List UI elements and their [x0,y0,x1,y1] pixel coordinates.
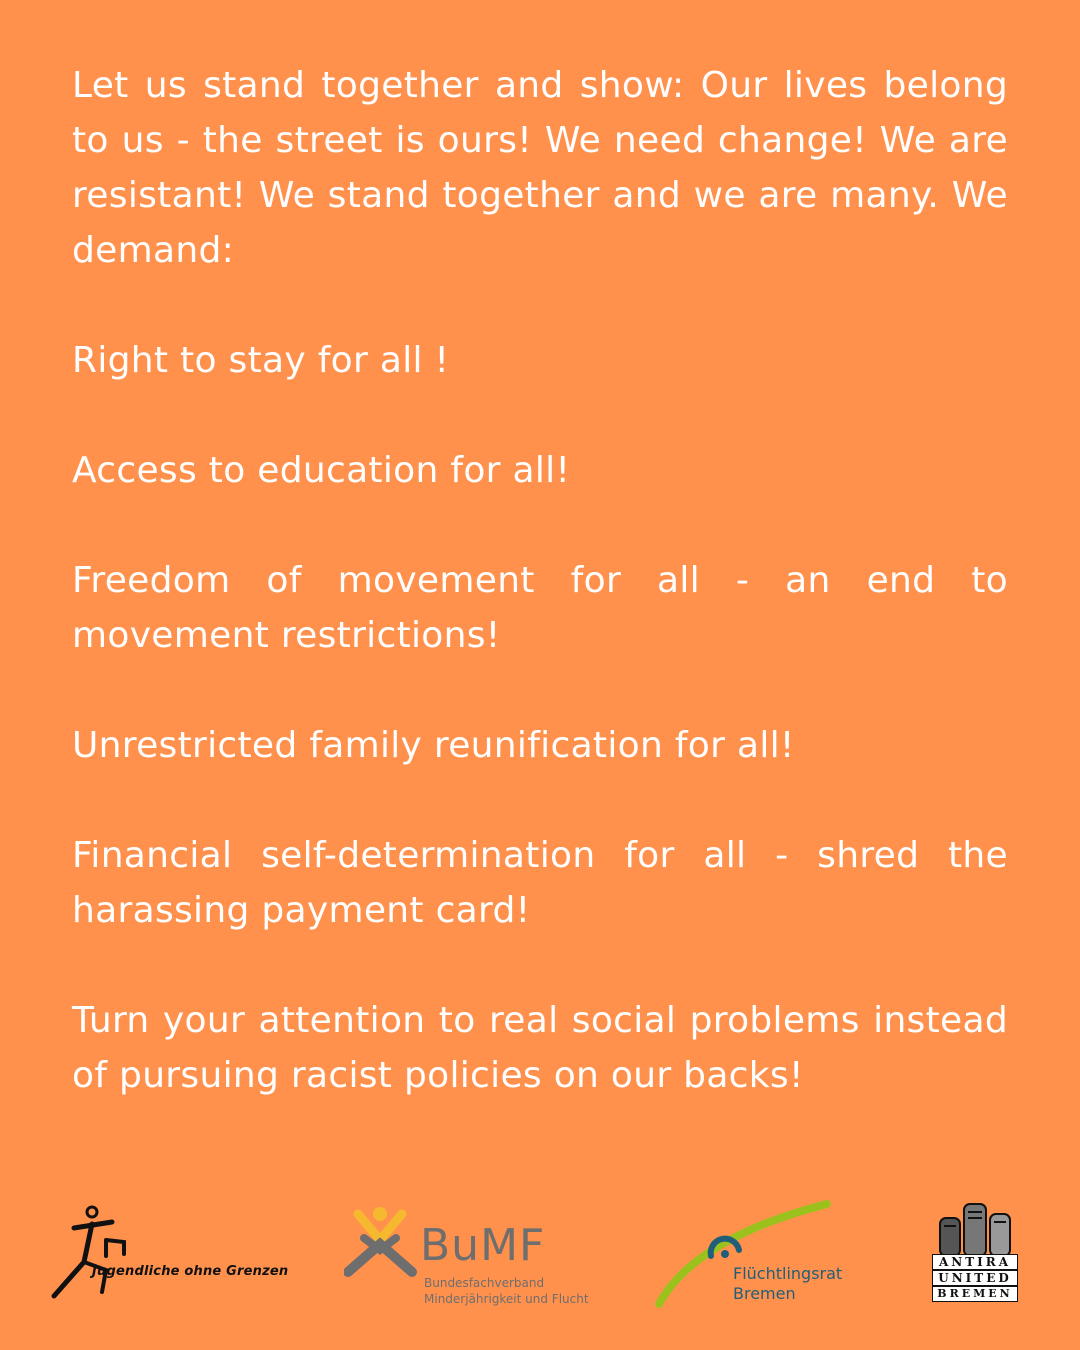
demand-financial-self-determination: Financial self-determination for all - shred the harassing payment card! [72,835,1008,931]
partner-logos [0,1190,1080,1320]
fluechtlingsrat-logo [655,1198,855,1310]
demand-freedom-of-movement: Freedom of movement for all - an end to movement restrictions! [72,560,1008,656]
running-figure-icon [44,1200,144,1300]
raised-fists-icon [930,1198,1020,1256]
jog-logo [44,1200,289,1300]
demand-education: Access to education for all! [72,450,571,491]
antira-logo-text-1: ANTIRA [932,1254,1018,1270]
fluechtlingsrat-logo-text-2: Bremen [733,1284,796,1303]
antira-logo-text-3: BREMEN [932,1286,1018,1302]
bumf-logo-subtitle-1: Bundesfachverband [424,1276,545,1290]
bumf-logo [344,1202,589,1312]
bumf-logo-subtitle-2: Minderjährigkeit und Flucht [424,1292,589,1306]
bumf-figure-icon [344,1202,420,1292]
antira-united-logo [930,1198,1026,1308]
intro-paragraph: Let us stand together and show: Our lives belong to us - the street is ours! We need change! We are resistant! We stand together and we are many. We demand: [72,65,1008,271]
antira-logo-text-2: UNITED [932,1270,1018,1286]
jog-logo-text: Jugendliche ohne Grenzen [92,1264,289,1279]
fluechtlingsrat-logo-text-1: Flüchtlingsrat [733,1264,843,1283]
demands-text [72,58,1008,1103]
demand-family-reunification: Unrestricted family reunification for all! [72,725,795,766]
demand-right-to-stay: Right to stay for all ! [72,340,450,381]
demand-real-social-problems: Turn your attention to real social problems instead of pursuing racist policies on our backs! [72,1000,1008,1096]
bumf-logo-title: BuMF [420,1220,546,1271]
